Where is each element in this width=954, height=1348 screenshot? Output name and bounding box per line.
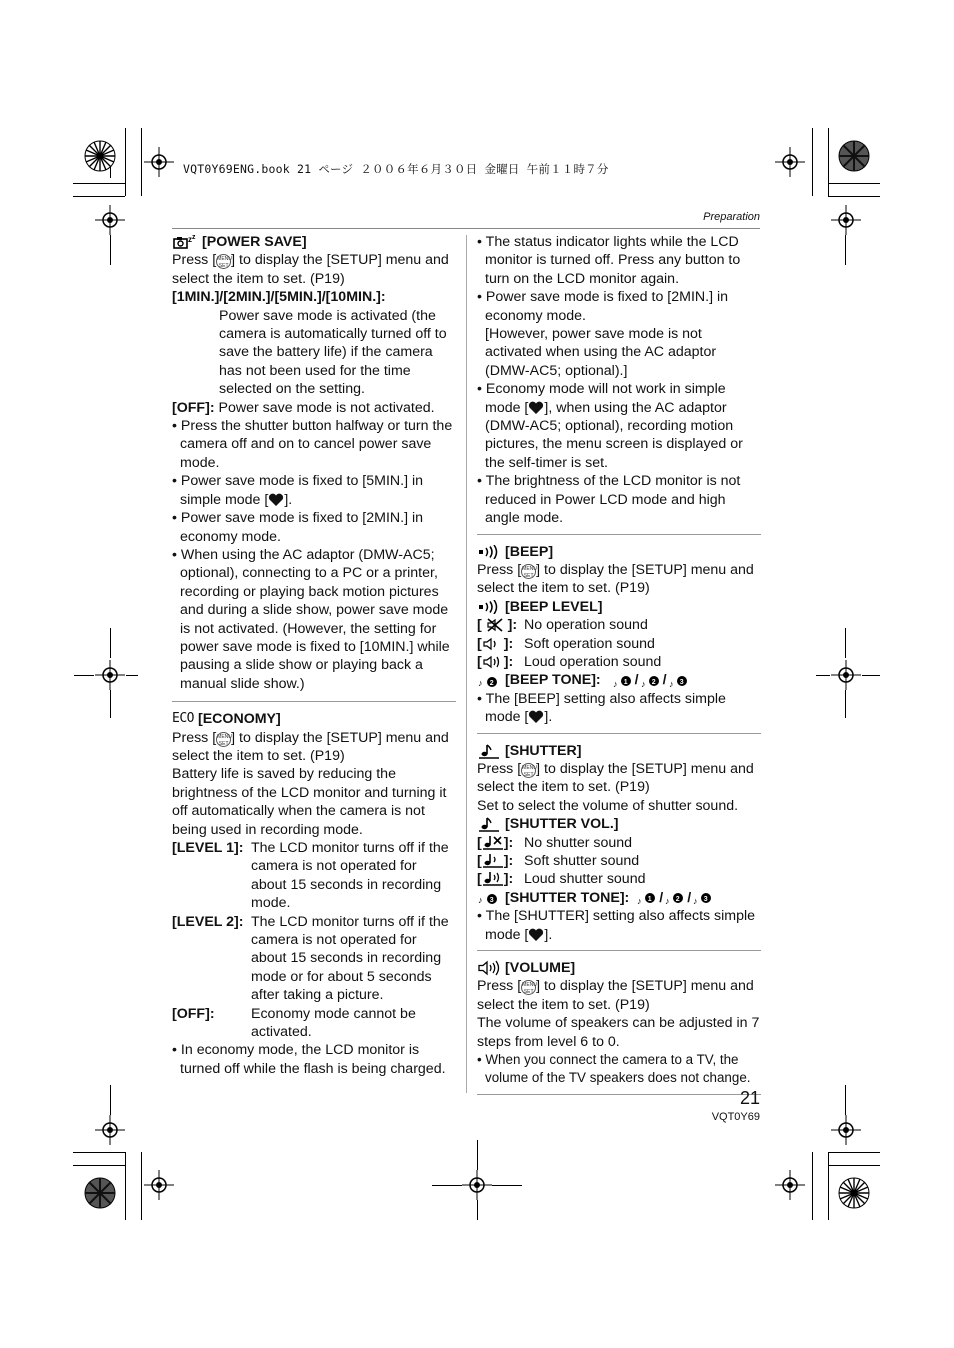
svg-text:1: 1	[623, 678, 628, 686]
list-item: • When you connect the camera to a TV, the volume of the TV speakers does not change.	[477, 1052, 751, 1086]
shutter-tone-options: ♪ 1 / ♪ 2 / ♪ 3	[637, 889, 713, 907]
shutter-soft-icon	[482, 852, 504, 868]
beep-level-item: [ ]: No operation sound	[477, 617, 648, 634]
power-save-section	[172, 233, 456, 693]
registration-mark-icon	[144, 147, 174, 177]
heart-icon	[268, 493, 284, 507]
volume-intro: The volume of speakers can be adjusted in 7 steps from level 6 to 0.	[477, 1015, 760, 1050]
beep-section	[477, 543, 761, 727]
power-save-min-label: [1MIN.]/[2MIN.]/[5MIN.]/[10MIN.]:	[172, 289, 386, 306]
section-title: Preparation	[703, 211, 760, 223]
shutter-vol-item: [ ]: Soft shutter sound	[477, 853, 640, 869]
list-item: • The [SHUTTER] setting also affects simple mode [ ].	[477, 908, 756, 943]
shutter-vol-heading	[477, 815, 761, 833]
column-divider	[466, 235, 467, 1093]
svg-text:2: 2	[675, 896, 680, 904]
beep-level-title: [BEEP LEVEL]	[505, 598, 603, 615]
svg-text:♪: ♪	[668, 678, 674, 688]
list-item: • Press the shutter button halfway or turn the camera off and on to cancel power save mode.	[172, 418, 453, 471]
list-item: • In economy mode, the LCD monitor is turned off while the flash is being charged.	[172, 1042, 446, 1077]
volume-press: Press [MENU SET ] to display the [SETUP] menu and select the item to set. (P19)	[477, 978, 754, 1013]
beep-level-item: [ ]: Soft operation sound	[477, 635, 655, 652]
registration-mark-icon	[831, 205, 861, 235]
economy-item: [LEVEL 2]: The LCD monitor turns off if the camera is not operated for about 15 seconds in recording mode or for about 5 seconds after taking a picture.	[172, 913, 449, 1004]
tone-3-icon	[669, 674, 689, 688]
economy-section	[172, 710, 456, 1078]
power-save-off: [OFF]: Power save mode is not activated.	[172, 399, 435, 416]
svg-text:2: 2	[489, 679, 494, 687]
speaker-soft-icon	[482, 637, 504, 651]
registration-mark-icon	[95, 660, 125, 690]
page-number: 21	[739, 1088, 760, 1108]
economy-heading	[172, 710, 456, 728]
shutter-tone-icon	[477, 891, 501, 905]
section-divider	[477, 534, 761, 535]
svg-text:♪: ♪	[640, 678, 646, 688]
printer-color-wheel-icon	[838, 1177, 870, 1209]
shutter-section	[477, 742, 761, 944]
economy-intro: Battery life is saved by reducing the brightness of the LCD monitor and turning it off automatically when the camera is not being used in recording mode.	[172, 766, 447, 838]
heart-icon	[528, 710, 544, 724]
menu-set-button-icon: MENU SET	[217, 733, 232, 747]
shutter-mute-icon	[482, 834, 504, 850]
shutter-sound-icon	[477, 743, 501, 759]
svg-text:3: 3	[703, 896, 708, 904]
printer-color-wheel-icon	[838, 140, 870, 172]
list-item: • Power save mode is fixed to [2MIN.] in economy mode.	[172, 510, 423, 545]
svg-text:3: 3	[489, 897, 494, 905]
economy-press: Press [MENU SET ] to display the [SETUP] menu and select the item to set. (P19)	[172, 729, 449, 764]
registration-mark-icon	[831, 660, 861, 690]
note: [However, power save mode is not activated when using the AC adaptor (DMW-AC5; optional).]	[485, 326, 717, 379]
economy-item: [LEVEL 1]: The LCD monitor turns off if the camera is not operated for about 15 seconds in recording mode.	[172, 840, 449, 912]
beep-level-item: [ ]: Loud operation sound	[477, 653, 662, 670]
volume-section	[477, 959, 761, 1088]
beep-press: Press [MENU SET ] to display the [SETUP] menu and select the item to set. (P19)	[477, 561, 754, 597]
power-save-min-desc: Power save mode is activated (the camera is automatically turned off to save the battery life) if the camera has not been used for the time selected on the setting.	[219, 307, 447, 398]
shutter-vol-item: [ ]: No shutter sound	[477, 834, 633, 851]
shutter-tone-heading	[477, 889, 761, 907]
svg-text:♪: ♪	[693, 896, 698, 906]
speaker-loud-icon	[482, 655, 504, 669]
list-item: • The status indicator lights while the LCD monitor is turned off. Press any button to turn on the LCD monitor again.	[477, 234, 741, 287]
heart-icon	[528, 928, 544, 942]
tone-1-icon	[613, 674, 633, 688]
registration-mark-icon	[831, 1115, 861, 1145]
list-item: • Power save mode is fixed to [2MIN.] in economy mode.	[477, 289, 728, 324]
header-rule	[172, 228, 760, 229]
document-code: VQT0Y69	[711, 1111, 760, 1123]
section-divider	[477, 950, 761, 951]
power-save-heading	[172, 233, 456, 251]
list-item: • The brightness of the LCD monitor is not reduced in Power LCD mode and high angle mode.	[477, 473, 741, 527]
list-item: • When using the AC adaptor (DMW-AC5; optional), connecting to a PC or a printer, recording or playing back motion pictures and during a slide show, power save mode is not activated. (However, the setting for power save mode is fixed to [10MIN.] while pausing a slide show or playing back a manual slide show.)	[172, 546, 450, 692]
print-file-info: VQT0Y69ENG.book 21 ページ ２００６年６月３０日 金曜日 午前１１時７分	[183, 162, 609, 176]
shutter-sound-icon	[477, 816, 501, 832]
registration-mark-icon	[462, 1170, 492, 1200]
economy-title: [ECONOMY]	[197, 711, 281, 728]
svg-text:♪: ♪	[478, 677, 483, 688]
registration-mark-icon	[775, 147, 805, 177]
beep-tone-title: [BEEP TONE]:	[505, 672, 601, 689]
registration-mark-icon	[144, 1170, 174, 1200]
registration-mark-icon	[95, 1115, 125, 1145]
beep-tone-icon	[477, 674, 501, 688]
power-save-icon	[172, 234, 198, 250]
list-item: • The [BEEP] setting also affects simple mode [ ].	[477, 690, 726, 726]
tone-2-icon	[665, 891, 685, 905]
menu-set-button-icon: MENU SET	[522, 982, 537, 996]
speaker-volume-icon	[477, 960, 501, 976]
registration-mark-icon	[95, 205, 125, 235]
tone-1-icon	[637, 891, 657, 905]
beep-icon	[477, 545, 501, 559]
shutter-vol-title: [SHUTTER VOL.]	[505, 816, 619, 833]
printer-color-wheel-icon	[84, 1177, 116, 1209]
registration-mark-icon	[775, 1170, 805, 1200]
power-save-title: [POWER SAVE]	[202, 234, 307, 250]
beep-heading	[477, 543, 761, 561]
left-column	[172, 233, 456, 1078]
speaker-mute-icon	[486, 618, 504, 632]
svg-text:2: 2	[651, 678, 656, 686]
beep-tone-heading	[477, 671, 761, 689]
beep-title: [BEEP]	[505, 543, 554, 560]
beep-level-heading	[477, 598, 761, 616]
svg-text:♪: ♪	[637, 896, 642, 906]
shutter-heading	[477, 742, 761, 760]
right-column	[477, 233, 761, 1103]
svg-text:1: 1	[647, 896, 652, 904]
volume-title: [VOLUME]	[505, 960, 576, 977]
tone-3-icon	[693, 891, 713, 905]
menu-set-button-icon: MENU SET	[522, 764, 537, 778]
section-divider	[172, 701, 456, 702]
shutter-press: Press [MENU SET ] to display the [SETUP] menu and select the item to set. (P19)	[477, 760, 754, 796]
menu-set-button-icon: MENU SET	[217, 256, 232, 270]
printer-color-wheel-icon	[84, 140, 116, 172]
svg-text:z: z	[192, 234, 196, 242]
shutter-intro: Set to select the volume of shutter sound.	[477, 797, 739, 814]
list-item: • Power save mode is fixed to [5MIN.] in simple mode [ ].	[172, 473, 423, 508]
tone-2-icon	[641, 674, 661, 688]
status-notes	[477, 233, 761, 528]
shutter-tone-title: [SHUTTER TONE]:	[505, 889, 630, 906]
list-item: • Economy mode will not work in simple mode [ ], when using the AC adaptor (DMW-AC5; optional), recording motion pictures, the menu screen is displayed or the self-timer is set.	[477, 381, 743, 471]
eco-icon: ECO	[172, 711, 194, 727]
economy-item: [OFF]: Economy mode cannot be activated.	[172, 1005, 416, 1041]
svg-text:♪: ♪	[665, 896, 670, 906]
beep-tone-options: ♪ 1 / ♪ 2 / ♪ 3	[613, 671, 689, 689]
beep-icon	[477, 600, 501, 614]
section-divider	[477, 733, 761, 734]
shutter-loud-icon	[482, 870, 504, 886]
heart-icon	[528, 401, 544, 415]
svg-text:z: z	[188, 235, 192, 245]
svg-text:♪: ♪	[478, 895, 483, 906]
svg-text:3: 3	[679, 678, 684, 686]
shutter-vol-item: [ ]: Loud shutter sound	[477, 871, 646, 888]
menu-set-button-icon: MENU SET	[522, 565, 537, 579]
power-save-press: Press [MENU SET ] to display the [SETUP] menu and select the item to set. (P19)	[172, 252, 449, 287]
shutter-title: [SHUTTER]	[505, 742, 582, 759]
svg-text:♪: ♪	[612, 678, 618, 688]
volume-heading	[477, 959, 761, 977]
